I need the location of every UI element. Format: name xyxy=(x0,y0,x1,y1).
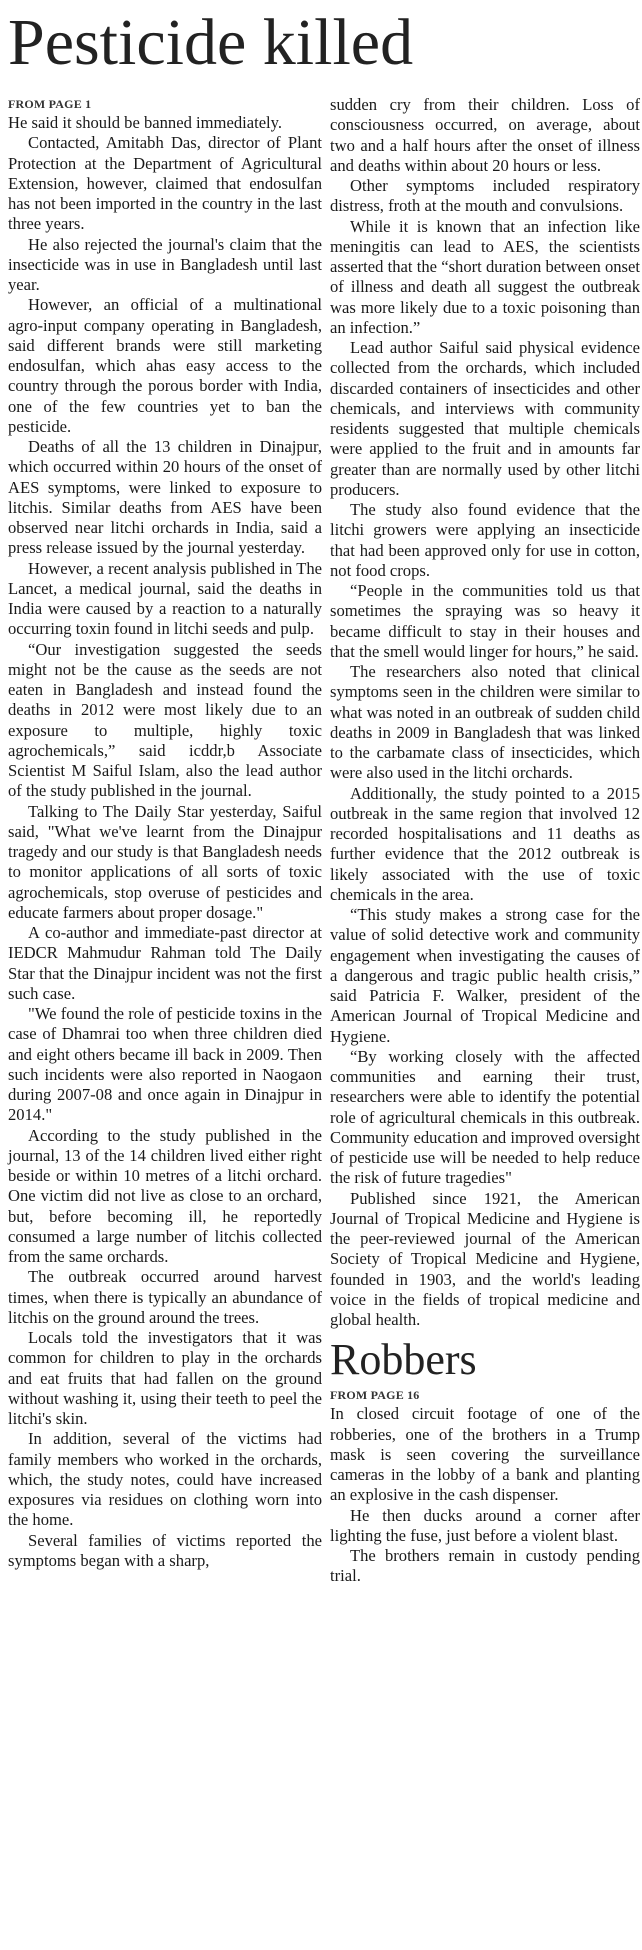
paragraph: Several families of victims reported the symptoms began with a sharp, xyxy=(8,1530,322,1570)
paragraph: “Our investigation suggested the seeds might not be the cause as the seeds are not eaten in Bangladesh and instead found the deaths in 2012 were most likely due to an exposure to multiple, highly toxic agrochemicals,” said icddr,b Associate Scientist M Saiful Islam, also the lead author of the study published in the journal. xyxy=(8,639,322,801)
paragraph: "We found the role of pesticide toxins in the case of Dhamrai too when three children died and eight others became ill back in 2009. Then such incidents were also reported in Naogaon during 2007-08 and once again in Dinajpur in 2014." xyxy=(8,1004,322,1125)
paragraph: Talking to The Daily Star yesterday, Saiful said, "What we've learnt from the Dinajpur tragedy and our study is that Bangladesh needs to monitor applications of all sorts of toxic agrochemicals, stop overuse of pesticides and educate farmers about proper dosage." xyxy=(8,801,322,922)
headline-pesticide-killed: Pesticide killed xyxy=(8,6,414,79)
right-paragraphs xyxy=(330,95,640,1330)
paragraph: The brothers remain in custody pending trial. xyxy=(330,1546,640,1586)
paragraph: “This study makes a strong case for the value of solid detective work and community engagement when investigating the causes of a dangerous and tragic public health crisis,” said Patricia F. Walker, president of the American Journal of Tropical Medicine and Hygiene. xyxy=(330,905,640,1046)
paragraph: “By working closely with the affected communities and earning their trust, researchers were able to identify the potential role of agricultural chemicals in this outbreak. Community education and improved oversight of pesticide use will be needed to help reduce the risk of future tragedies" xyxy=(330,1046,640,1188)
paragraph: He then ducks around a corner after lighting the fuse, just before a violent blast. xyxy=(330,1505,640,1545)
paragraph: In closed circuit footage of one of the robberies, one of the brothers in a Trump mask is seen covering the surveillance cameras in the lobby of a bank and planting an explosive in the cash dispenser. xyxy=(330,1404,640,1505)
paragraph: Lead author Saiful said physical evidence collected from the orchards, which included discarded containers of insecticides and other chemicals, and interviews with community residents suggested that multiple chemicals were applied to the fruit and in amounts far greater than are normally used by other litchi producers. xyxy=(330,338,640,499)
paragraph: Contacted, Amitabh Das, director of Plant Protection at the Department of Agricultural Extension, however, claimed that endosulfan has not been imported in the country in the last three years. xyxy=(8,133,322,234)
from-page-kicker-robbers: FROM PAGE 16 xyxy=(330,1388,420,1403)
article-left-column xyxy=(8,95,322,1571)
from-page-kicker: FROM PAGE 1 xyxy=(8,97,92,111)
paragraph: Other symptoms included respiratory distress, froth at the mouth and convulsions. xyxy=(330,176,640,216)
paragraph: Additionally, the study pointed to a 2015 outbreak in the same region that involved 12 recorded hospitalisations and 11 deaths as further evidence that the 2012 outbreak is likely associated with the use of toxic chemicals in the area. xyxy=(330,783,640,904)
paragraph: The researchers also noted that clinical symptoms seen in the children were similar to what was noted in an outbreak of sudden child deaths in 2009 in Bangladesh that was linked to the carbamate class of insecticides, which were also used in the litchi orchards. xyxy=(330,662,640,783)
paragraph: Deaths of all the 13 children in Dinajpur, which occurred within 20 hours of the onset of AES symptoms, were linked to exposure to litchis. Similar deaths from AES have been observed near litchi orchards in India, said a press release issued by the journal yesterday. xyxy=(8,437,322,558)
article-right-column xyxy=(330,95,640,1587)
paragraph: The study also found evidence that the litchi growers were applying an insecticide that had been approved only for use in cotton, not food crops. xyxy=(330,500,640,580)
paragraph: He also rejected the journal's claim that the insecticide was in use in Bangladesh until last year. xyxy=(8,234,322,294)
paragraph: In addition, several of the victims had family members who worked in the orchards, which, the study notes, could have increased exposures via residues on clothing worn into the home. xyxy=(8,1429,322,1530)
headline-robbers: Robbers xyxy=(330,1335,477,1385)
paragraph: The outbreak occurred around harvest times, when there is typically an abundance of litchis on the ground around the trees. xyxy=(8,1267,322,1327)
paragraph: “People in the communities told us that sometimes the spraying was so heavy it became difficult to stay in their houses and that the smell would linger for hours,” he said. xyxy=(330,581,640,661)
paragraph: He said it should be banned immediately. xyxy=(8,113,283,132)
paragraph: However, an official of a multinational agro-input company operating in Bangladesh, said different brands were still marketing endosulfan, which ahas easy access to the country through the porous border with India, one of the few countries yet to ban the pesticide. xyxy=(8,295,322,436)
paragraph: According to the study published in the journal, 13 of the 14 children lived either right beside or within 10 metres of a litchi orchard. One victim did not live as close to an orchard, but, before becoming ill, he reportedly consumed a large number of litchis collected from the same orchards. xyxy=(8,1125,322,1266)
left-paragraphs xyxy=(8,113,322,1571)
paragraph: A co-author and immediate-past director at IEDCR Mahmudur Rahman told The Daily Star that the Dinajpur incident was not the first such case. xyxy=(8,923,322,1003)
paragraph: While it is known that an infection like meningitis can lead to AES, the scientists asserted that the “short duration between onset of illness and death all suggest the outbreak was more likely due to a toxic poisoning than an infection.” xyxy=(330,216,640,337)
paragraph: However, a recent analysis published in The Lancet, a medical journal, said the deaths in India were caused by a reaction to a naturally occurring toxin found in litchi seeds and pulp. xyxy=(8,558,322,639)
paragraph: Locals told the investigators that it was common for children to play in the orchards and eat fruits that had fallen on the ground without washing it, using their teeth to peel the litchi's skin. xyxy=(8,1328,322,1428)
paragraph: sudden cry from their children. Loss of consciousness occurred, on average, about two and a half hours after the onset of illness and deaths within about 20 hours or less. xyxy=(330,95,640,175)
robbers-paragraphs xyxy=(330,1404,640,1586)
paragraph: Published since 1921, the American Journal of Tropical Medicine and Hygiene is the peer-reviewed journal of the American Society of Tropical Medicine and Hygiene, founded in 1903, and the world's leading voice in the fields of tropical medicine and global health. xyxy=(330,1188,640,1329)
